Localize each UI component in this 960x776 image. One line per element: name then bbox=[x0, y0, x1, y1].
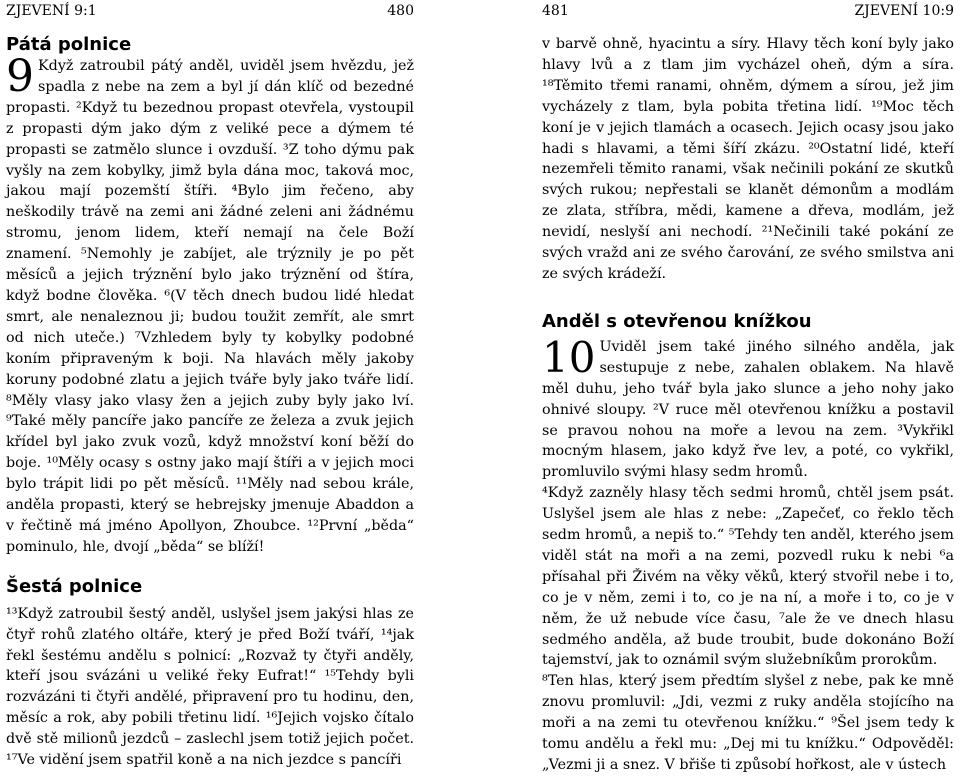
paragraph: v barvě ohně, hyacintu a síry. Hlavy těch koní byly jako hlavy lvů a z tlam jim vycházel oheň, dým a síra. ¹⁸Těmito třemi ranami, ohněm, dýmem a sírou, jež jim vycházely z tlam, byla pobita třetina lidí. ¹⁹Moc těch koní je v jejich tlamách a ocasech. Jejich ocasy jsou jako hadi s hlavami, a těmi šíří zkázu. ²⁰Ostatní lidé, kteří nezemřeli těmito ranami, však nečinili pokání ze skutků svých rukou; nepřestali se klanět démonům a modlám ze zlata, stříbra, mědi, kamene a dřeva, modlám, jež nevidí, neslyší ani nechodí. ²¹Nečinili také pokání ze svých vražd ani ze svého čarování, ze svého smilstva ani ze svých krádeží. bbox=[542, 36, 954, 282]
paragraph: ⁴Když zazněly hlasy těch sedmi hromů, chtěl jsem psát. Uslyšel jsem ale hlas z nebe: „Zapečeť, co řeklo těch sedm hromů, a nepiš to.“ ⁵Tehdy ten anděl, kterého jsem viděl stát na moři a na zemi, pozvedl ruku k nebi ⁶a přísahal při Živém na věky věků, který stvořil nebe i to, co je v něm, zemi i to, co je na ní, a moře i to, co je v něm, že už nebude více času, ⁷ale že ve dnech hlasu sedmého anděla, až bude troubit, bude dokonáno Boží tajemství, jak to oznámil svým služebníkům prorokům. bbox=[542, 485, 954, 669]
paragraph bbox=[6, 51, 414, 558]
paragraph-text: Uviděl jsem také jiného silného anděla, jak sestupuje z nebe, zahalen oblakem. Na hlavě měl duhu, jeho tvář byla jako slunce a jeho nohy jako ohnivé sloupy. ²V ruce měl otevřenou knížku a postavil se pravou nohou na moře a levou na zem. ³Vykřikl mocným hlasem, jako když řve lev, a poté, co vykřikl, promluvilo svými hlasy sedm hromů. bbox=[542, 338, 954, 481]
paragraph: ¹³Když zatroubil šestý anděl, uslyšel jsem jakýsi hlas ze čtyř rohů zlatého oltáře, který je před Boží tváří, ¹⁴jak řekl šestému andělu s polnicí: „Rozvaž ty čtyři anděly, kteří jsou svázáni u veliké řeky Eufrat!“ ¹⁵Tehdy byli rozvázáni ti čtyři andělé, připravení pro tu hodinu, den, měsíc a rok, aby pobili třetinu lidí. ¹⁶Jejich vojsko čítalo dvě stě milionů jezdců – zaslechl jsem totiž jejich počet. ¹⁷Ve vidění jsem spatřil koně a na nich jezdce s pancíři bbox=[6, 605, 414, 769]
page-number: 480 bbox=[387, 3, 414, 19]
page-number: 481 bbox=[542, 3, 569, 19]
section-title: Anděl s otevřenou knížkou bbox=[542, 310, 812, 332]
chapter-number: 10 bbox=[542, 332, 596, 382]
header-reference: ZJEVENÍ 9:1 bbox=[6, 3, 97, 19]
section-title: Šestá polnice bbox=[6, 575, 143, 597]
paragraph bbox=[542, 332, 954, 483]
paragraph-text: Když zatroubil pátý anděl, uviděl jsem hvězdu, jež spadla z nebe na zem a byl jí dán klíč od bezedné propasti. ²Když tu bezednou propast otevřela, vystoupil z propasti dým jako dým z veliké pece a dýmem té propasti se zatmělo slunce i ovzduší. ³Z toho dýmu pak vyšly na zem kobylky, jimž byla dána moc, taková moc, jakou mají pozemští štíři. ⁴Bylo jim řečeno, aby neškodily trávě na zemi ani žádné zeleni ani žádnému stromu, jenom lidem, kteří nemají na čele Boží znamení. ⁵Nemohly je zabíjet, ale trýznily je po pět měsíců a jejich trýznění bylo jako trýznění od štíra, když bodne člověka. ⁶(V těch dnech budou lidé hledat smrt, ale nenaleznou ji; budou toužit zemřít, ale smrt od nich uteče.) ⁷Vzhledem byly ty kobylky podobné koním připraveným k boji. Na hlavách měly jakoby koruny podobné zlatu a jejich tváře byly jako tváře lidí. ⁸Měly vlasy jako vlasy žen a jejich zuby byly jako lví. ⁹Také měly pancíře jako pancíře ze železa a zvuk jejich křídel byl jako zvuk vozů, když množství koní běží do boje. ¹⁰Měly ocasy s ostny jako mají štíři a v jejich moci bylo trápit lidi po pět měsíců. ¹¹Měly nad sebou krále, anděla propasti, který se hebrejsky jmenuje Abaddon a v řečtině má jméno Apollyon, Zhoubce. ¹²První „běda“ pominulo, hle, dvojí „běda“ se blíží! bbox=[6, 58, 414, 555]
chapter-number: 9 bbox=[6, 51, 34, 102]
left-page bbox=[0, 0, 480, 769]
header-reference: ZJEVENÍ 10:9 bbox=[854, 3, 954, 19]
right-page bbox=[480, 0, 960, 773]
section-title: Pátá polnice bbox=[6, 34, 132, 55]
running-header bbox=[6, 0, 480, 28]
running-header bbox=[542, 0, 954, 28]
paragraph: ⁸Ten hlas, který jsem předtím slyšel z nebe, pak ke mně znovu promluvil: „Jdi, vezmi z ruky anděla stojícího na moři a na zemi tu otevřenou knížku.“ ⁹Šel jsem tedy k tomu andělu a řekl mu: „Dej mi tu knížku.“ Odpověděl: „Vezmi ji a snez. V břiše ti způsobí hořkost, ale v ústech bbox=[542, 673, 954, 773]
